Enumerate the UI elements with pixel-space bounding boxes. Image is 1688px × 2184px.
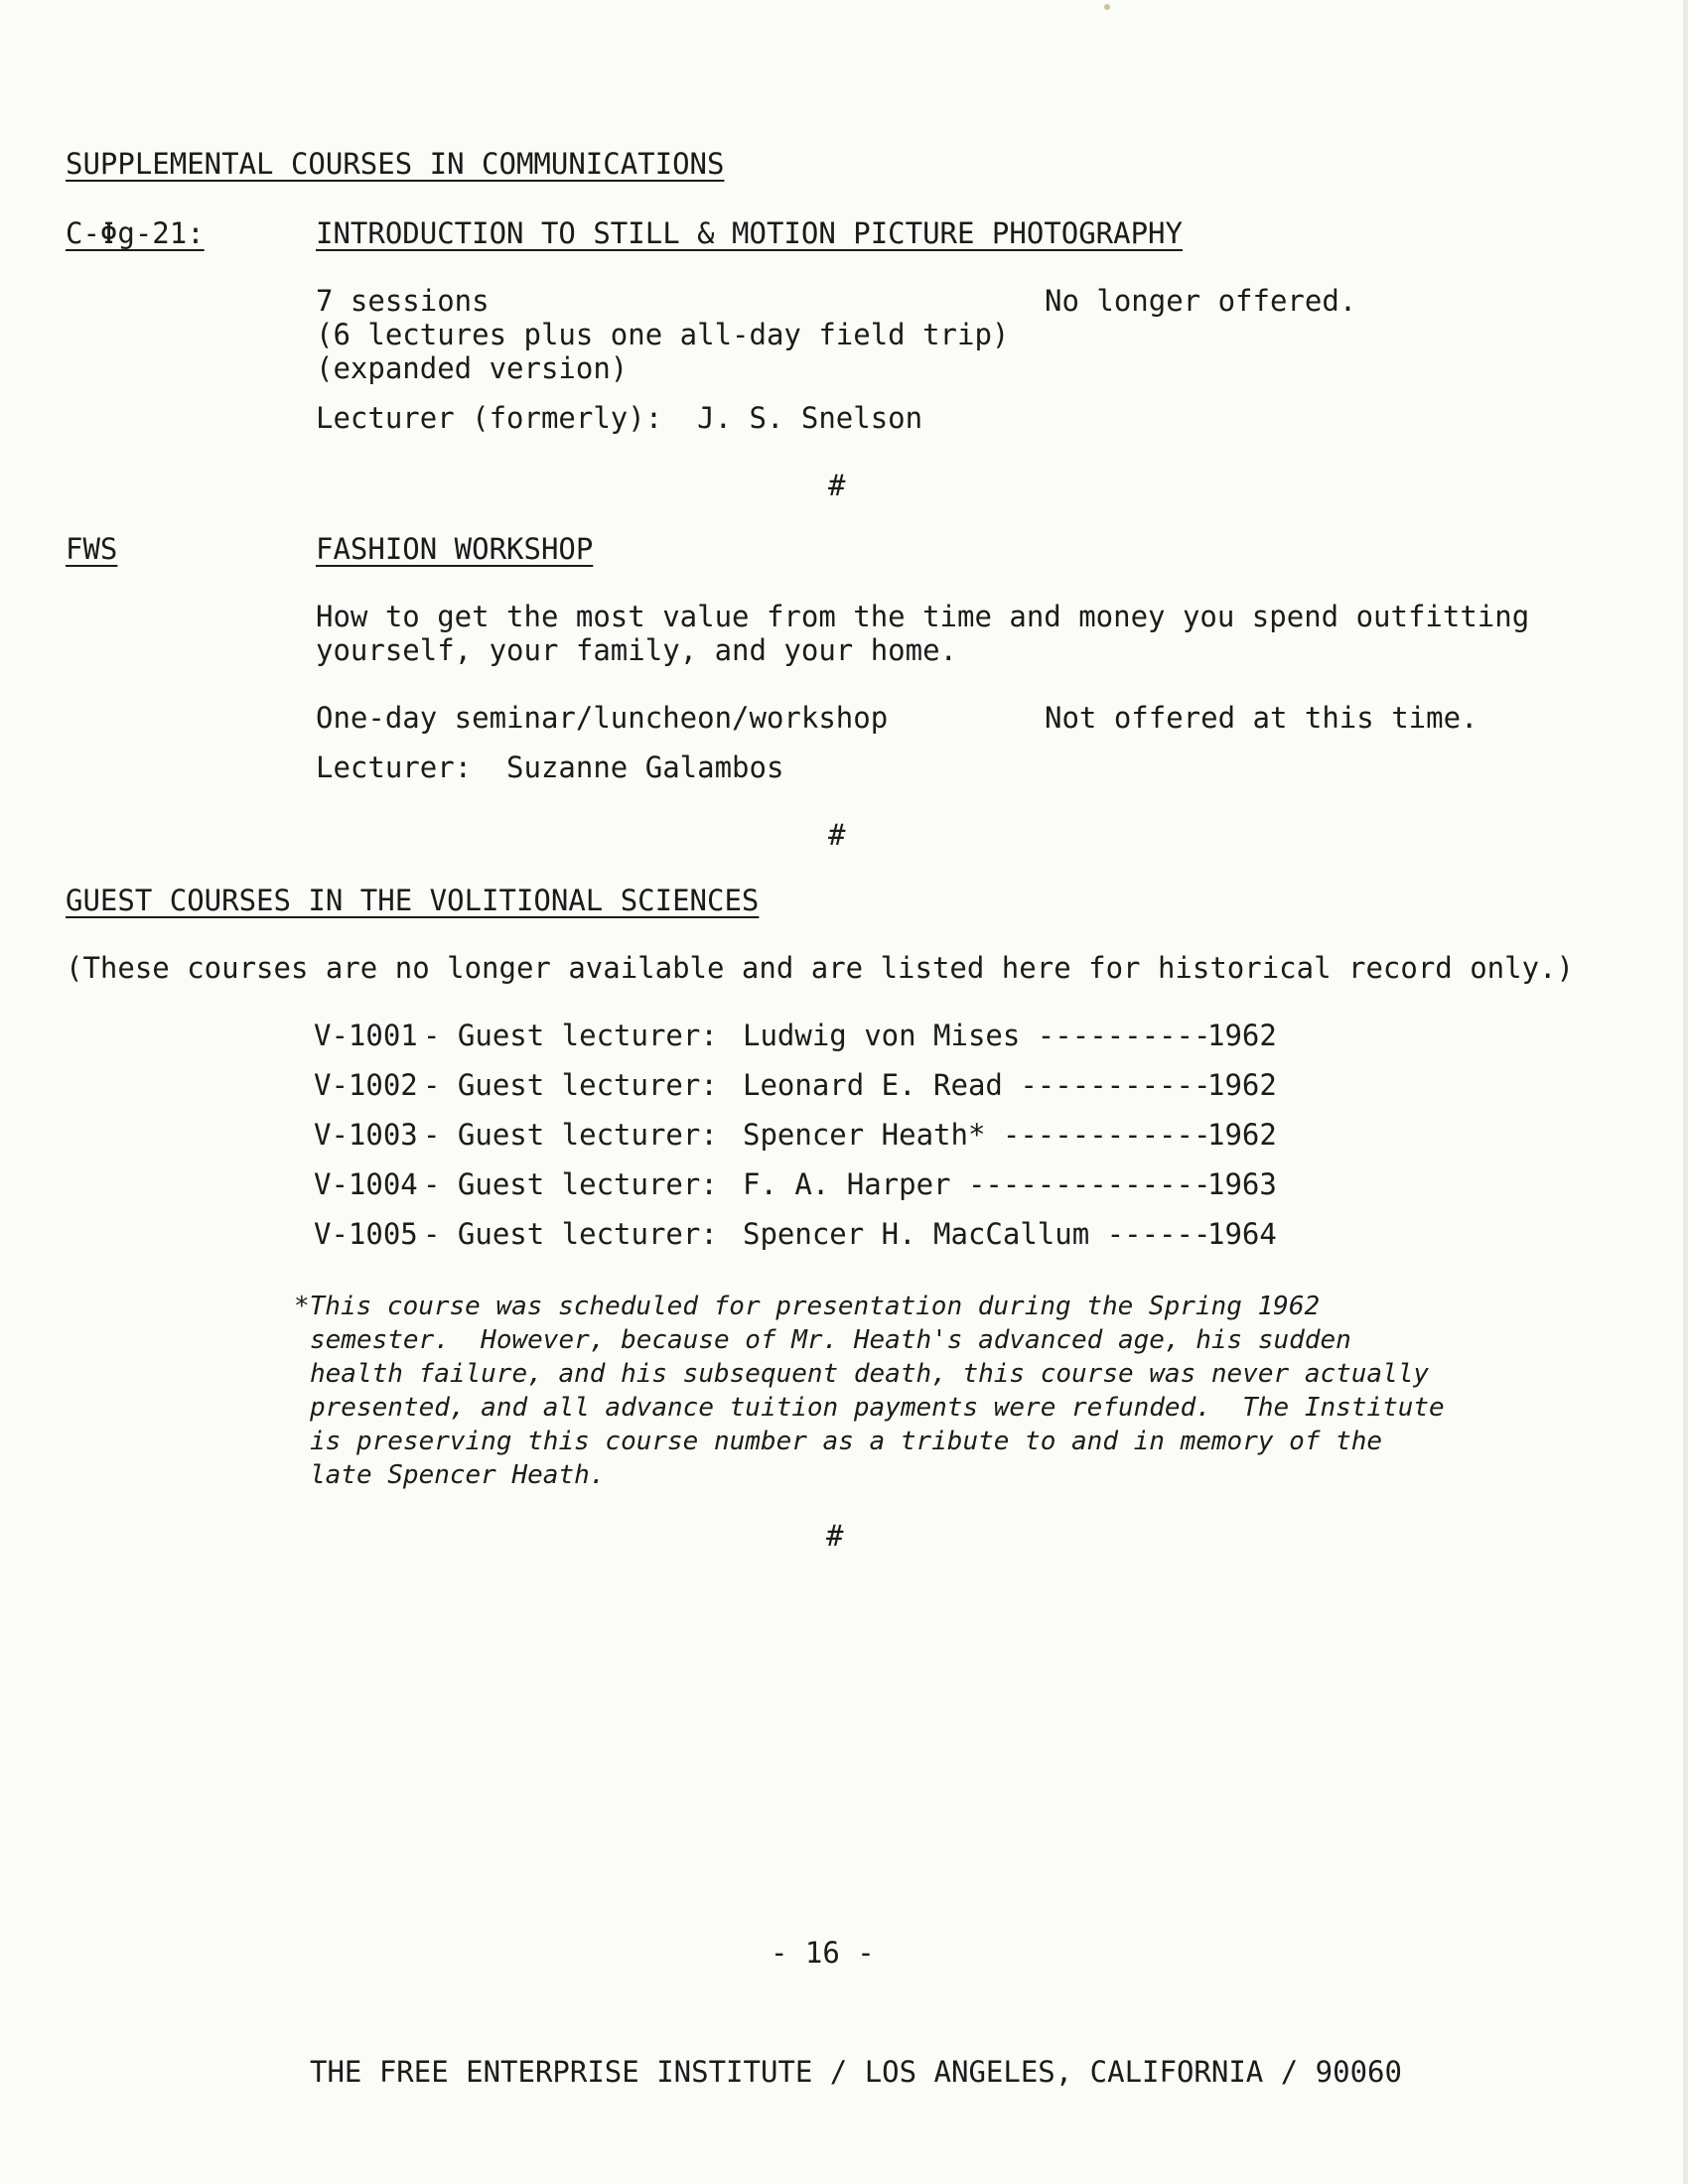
guest-lecturer-name: Spencer H. MacCallum ------: [743, 1217, 1211, 1251]
section-heading-guest-courses: GUEST COURSES IN THE VOLITIONAL SCIENCES: [66, 884, 760, 917]
section-separator: #: [826, 1519, 844, 1553]
section-heading-communications: SUPPLEMENTAL COURSES IN COMMUNICATIONS: [66, 147, 725, 181]
guest-lecturer-name: Spencer Heath* ------------: [743, 1118, 1211, 1152]
guest-course-code: V-1004: [314, 1167, 418, 1201]
footer-institute-address: THE FREE ENTERPRISE INSTITUTE / LOS ANGELES, CALIFORNIA / 90060: [310, 2055, 1402, 2089]
course-code-photography: C-Φg-21:: [66, 216, 205, 250]
guest-course-code: V-1001: [314, 1019, 418, 1052]
guest-lecturer-name: F. A. Harper --------------: [743, 1167, 1211, 1201]
course-code-fashion: FWS: [66, 532, 118, 566]
section-separator: #: [828, 818, 846, 852]
footnote-line: presented, and all advance tuition payments were refunded. The Institute: [310, 1393, 1445, 1423]
lecturer-fashion: Lecturer: Suzanne Galambos: [316, 751, 784, 784]
guest-course-label: - Guest lecturer:: [423, 1068, 718, 1102]
section-separator: #: [828, 469, 846, 502]
guest-course-label: - Guest lecturer:: [423, 1217, 718, 1251]
paper-speck: [1104, 4, 1110, 10]
sessions-count: 7 sessions: [316, 284, 490, 318]
course-title-fashion: FASHION WORKSHOP: [316, 532, 594, 566]
footnote-line: is preserving this course number as a tribute to and in memory of the: [310, 1427, 1383, 1456]
footnote-line: health failure, and his subsequent death, this course was never actually: [310, 1359, 1430, 1389]
fashion-format: One-day seminar/luncheon/workshop: [316, 701, 889, 735]
guest-course-label: - Guest lecturer:: [423, 1167, 718, 1201]
guest-course-label: - Guest lecturer:: [423, 1019, 718, 1052]
guest-course-code: V-1002: [314, 1068, 418, 1102]
footnote-line: semester. However, because of Mr. Heath's advanced age, his sudden: [310, 1325, 1351, 1355]
guest-lecturer-name: Leonard E. Read -----------: [743, 1068, 1211, 1102]
course-version: (expanded version): [316, 351, 629, 385]
course-status-photography: No longer offered.: [1045, 284, 1357, 318]
guest-course-year: 1963: [1207, 1167, 1277, 1201]
sessions-detail: (6 lectures plus one all-day field trip): [316, 318, 1010, 351]
guest-lecturer-name: Ludwig von Mises ----------: [743, 1019, 1211, 1052]
fashion-description-line2: yourself, your family, and your home.: [316, 633, 958, 667]
guest-course-year: 1964: [1207, 1217, 1277, 1251]
footnote-line: late Spencer Heath.: [310, 1460, 606, 1490]
fashion-description-line1: How to get the most value from the time and money you spend outfitting: [316, 600, 1530, 633]
guest-course-label: - Guest lecturer:: [423, 1118, 718, 1152]
guest-courses-note: (These courses are no longer available and are listed here for historical record only.): [66, 951, 1574, 985]
guest-course-code: V-1005: [314, 1217, 418, 1251]
footnote-line: *This course was scheduled for presentation during the Spring 1962: [294, 1292, 1321, 1321]
guest-course-year: 1962: [1207, 1118, 1277, 1152]
guest-course-year: 1962: [1207, 1068, 1277, 1102]
course-status-fashion: Not offered at this time.: [1045, 701, 1478, 735]
guest-course-year: 1962: [1207, 1019, 1277, 1052]
page-number: - 16 -: [771, 1936, 875, 1970]
page-edge-shadow: [1683, 0, 1688, 2184]
course-title-photography: INTRODUCTION TO STILL & MOTION PICTURE PHOTOGRAPHY: [316, 216, 1183, 250]
lecturer-photography: Lecturer (formerly): J. S. Snelson: [316, 401, 923, 435]
guest-course-code: V-1003: [314, 1118, 418, 1152]
